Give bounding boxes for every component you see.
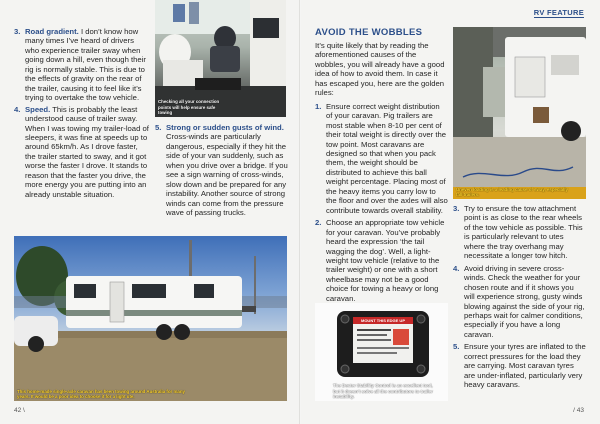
page-number-right: / 43	[573, 407, 584, 414]
cause-text: Cross-winds are particularly dangerous, especially if they hit the side of your van suddenly, such as when you drive over a bridge. If you see a sign warning of cross-winds, slow down and be prepared for any instability. Another source of strong winds can come from the pressure wave of passing trucks.	[166, 132, 288, 218]
rule-item	[315, 218, 448, 303]
cause-lead: Speed.	[25, 104, 51, 114]
cause-lead: Road gradient.	[25, 27, 79, 36]
rule-text: Choose an appropriate tow vehicle for your caravan. You’ve probably heard the expression ‘the tail wagging the dog’. Well, a light-weight tow vehicle (relative to the trailer weight) or one with a short wheelbase may not be a good choice for towing a heavy or long caravan.	[326, 218, 445, 303]
photo-caption: The Dexter Stability Control is an excellent tool, but it doesn’t solve all the contributors to trailer instability.	[333, 383, 433, 399]
rule-item	[453, 264, 586, 340]
article-heading: AVOID THE WOBBLES	[315, 27, 423, 38]
rule-text: Ensure correct weight distribution of your caravan. Pig trailers are most stable when 8-10 per cent of their total weight is directly over the tow point. Most caravans are designed so that when you pack them, the weight should be distributed to achieve this ball weight percentage. Placing most of the heavy items you carry low to the floor and over the axles will also contribute towards overall stability.	[326, 101, 448, 215]
cause-text: I don’t know how many times I’ve heard of drivers who experience trailer sway when going down a hill, even though their rig is normally stable. This is due to the effects of gravity on the rear of the trailer, causing it to feel like it’s trying to overtake the tow vehicle.	[25, 27, 146, 103]
rule-number: 4.	[453, 263, 460, 273]
rule-item	[315, 102, 448, 215]
rule-number: 1.	[315, 101, 322, 111]
photo-uneven-loading	[453, 27, 586, 199]
photo-caption: Uneven loading is a leading cause of sway, especially tall trailers.	[456, 186, 568, 197]
photo-caption: This home-made single-axle caravan has been towing around Australia for many years. It would be a poor idea to choose it for a light ute.	[17, 388, 185, 399]
photo-scene	[453, 27, 586, 199]
cause-lead: Strong or sudden gusts of wind.	[166, 123, 284, 132]
article-column-right	[453, 204, 586, 390]
photo-stability-controller	[315, 303, 448, 401]
photo-connection-check	[155, 0, 286, 117]
photo-caravan	[14, 236, 287, 401]
rule-text: Ensure your tyres are inflated to the correct pressures for the load they are carrying. Most caravan tyres are under-inflated, particularly very heavy caravans.	[464, 342, 586, 390]
rule-number: 5.	[453, 342, 460, 352]
article-column	[315, 27, 448, 303]
page-number-left: 42 \	[14, 407, 25, 414]
photo-caption: Checking all your connection points will help ensure safe towing	[158, 99, 220, 115]
cause-item	[155, 123, 289, 218]
photo-scene	[14, 236, 287, 401]
rule-item	[453, 342, 586, 389]
left-col-1	[14, 27, 150, 199]
rule-number: 2.	[315, 218, 322, 228]
cause-number: 4.	[14, 104, 21, 114]
page-gutter	[299, 0, 301, 424]
rule-item	[453, 204, 586, 261]
cause-item	[14, 105, 150, 200]
rule-text: Try to ensure the tow attachment point is as close to the rear wheels of the tow vehicle as possible. This is particularly relevant to utes where the tray overhang may necessitate a longer tow hitch.	[464, 204, 583, 261]
cause-number: 5.	[155, 123, 162, 132]
article-intro: It’s quite likely that by reading the aforementioned causes of the wobbles, you will already have a good idea of how to avoid them. In case it has escaped you, here are the golden rules:	[315, 41, 445, 98]
cause-item	[14, 27, 150, 103]
controller-label: MOUNT THIS EDGE UP	[360, 318, 405, 323]
cause-text: This is probably the least understood cause of trailer sway. When I was towing my trailer-load of sleepers, it was fine at speeds up to around 65km/h. As I drove faster, the trailer started to sway, and it got worse the faster I drove. It stands to reason that the faster you drive, the more energy you are putting into an already unstable situation.	[25, 104, 149, 199]
section-label: RV FEATURE	[533, 8, 584, 17]
rule-number: 3.	[453, 204, 460, 213]
rule-text: Avoid driving in severe cross-winds. Check the weather for your chosen route and if it shows you will experience strong, gusty winds blowing against the side of your rig, perhaps wait for calmer conditions, especially if you have a long caravan.	[464, 263, 585, 339]
left-col-2	[155, 123, 289, 218]
cause-number: 3.	[14, 27, 21, 36]
